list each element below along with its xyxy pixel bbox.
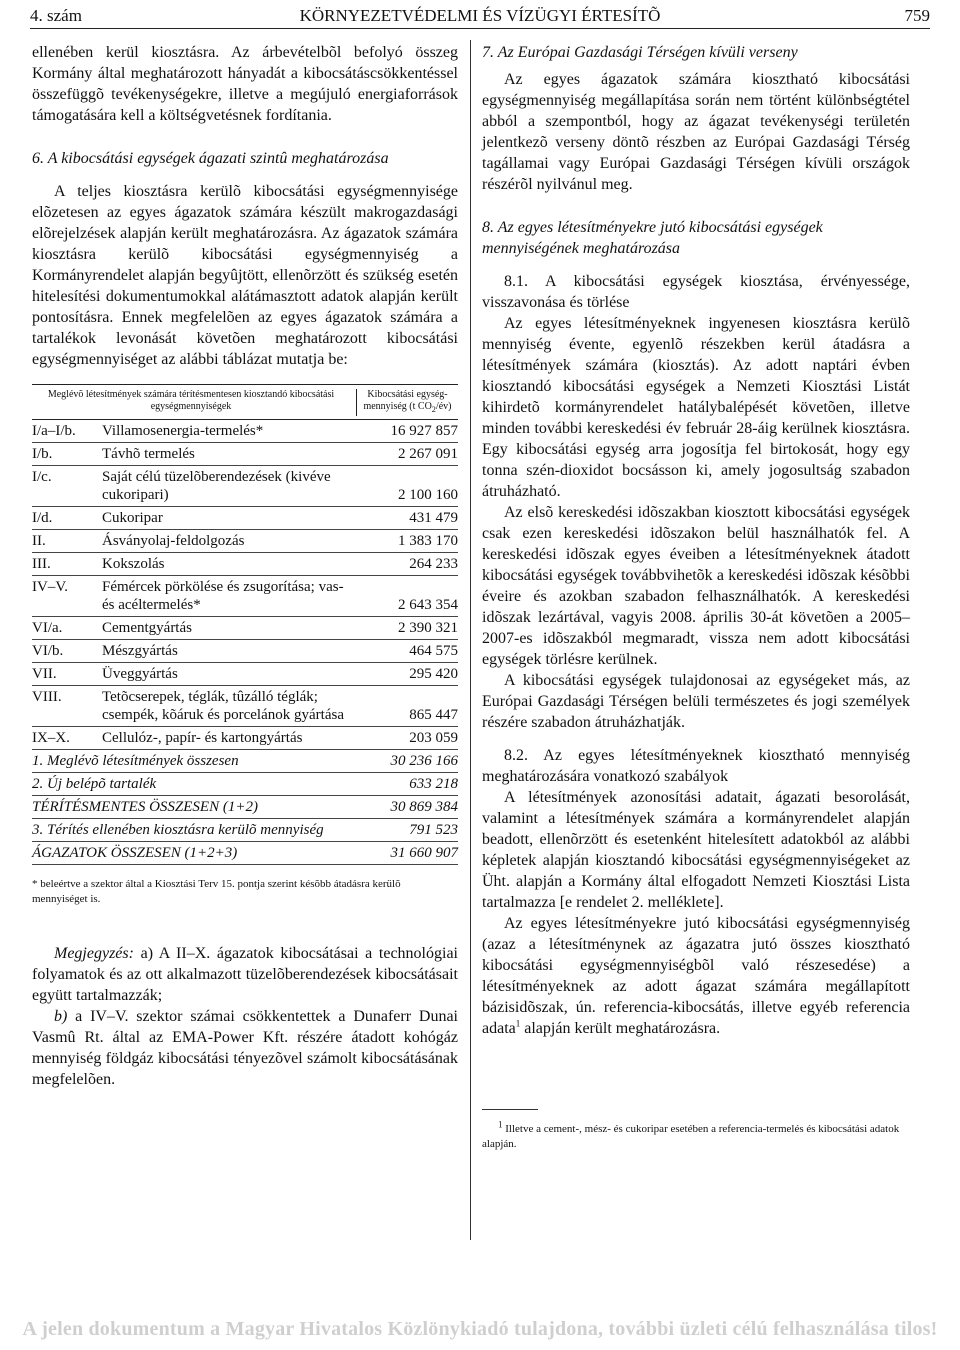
row-name: Távhõ termelés [102, 446, 195, 462]
table-row [32, 617, 458, 640]
footnote-rule [482, 1109, 538, 1110]
summary-row [32, 773, 458, 796]
row-value: 295 420 [409, 666, 458, 682]
summary-value: 791 523 [409, 822, 458, 838]
remark-a: Megjegyzés: a) A II–X. ágazatok kibocsátásai a technológiai folyamatok és az ott alkalmazott tüzelõberendezések kibocsátásait együtt tartalmazzák; [32, 945, 458, 1004]
row-name: Ásványolaj-feldolgozás [102, 533, 245, 549]
summary-value: 31 660 907 [390, 845, 458, 861]
row-value: 2 643 354 [398, 597, 458, 613]
column-divider [470, 40, 471, 1240]
row-code: VI/a. [32, 620, 63, 636]
table-header-col2: Kibocsátási egység-mennyiség (t $CO_2/év$) [356, 389, 458, 416]
summary-value: 30 236 166 [390, 753, 458, 769]
row-code: VI/b. [32, 643, 64, 659]
row-value: 264 233 [409, 556, 458, 572]
issue-number: 4. szám [30, 6, 82, 25]
table-row [32, 553, 458, 576]
summary-value: 30 869 384 [390, 799, 458, 815]
row-value: 464 575 [409, 643, 458, 659]
row-value: 431 479 [409, 510, 458, 526]
page-number: 759 [904, 6, 930, 25]
table-footnote: * beleértve a szektor által a Kiosztási Terv 15. pontja szerint késõbb átadásra kerülõ mennyiséget is. [32, 878, 401, 905]
row-name: Saját célú tüzelõberendezések (kivéve cukoripari) [102, 469, 331, 503]
table-row [32, 686, 458, 727]
table-summary [32, 750, 458, 865]
summary-row [32, 750, 458, 773]
section-7-paragraph: Az egyes ágazatok számára kiosztható kibocsátási egységmennyiség megállapítása során nem történt különbségtétel abból a szempontból, hogy az ágazat tevékenységi területén jelentkezõ verseny döntõ részben az Európai Gazdasági Térség tagállamai vagy Európai Gazdasági Térségen kívüli országok részérõl nyilvánul meg. [482, 71, 910, 193]
row-value: 2 390 321 [398, 620, 458, 636]
row-name: Kokszolás [102, 556, 165, 572]
row-code: II. [32, 533, 46, 549]
row-value: 2 100 160 [398, 487, 458, 503]
row-code: VIII. [32, 689, 62, 705]
section-8-2-paragraph-b: Az egyes létesítményekre jutó kibocsátási egységmennyiség (azaz a létesítménynek az ágazatra jutó összes kiosztható kibocsátási egységmennyiségbõl való részesedése) a létesítményeknek az adott ágazat számára megállapított bázisidõszak, ún. referencia-kibocsátás, illetve egyéb referencia adata$^1$ alapján került meghatározásra. [482, 915, 910, 1037]
summary-row [32, 796, 458, 819]
row-code: IX–X. [32, 730, 70, 746]
allocation-table [32, 384, 458, 865]
table-row [32, 663, 458, 686]
row-code: I/b. [32, 446, 53, 462]
table-row [32, 443, 458, 466]
intro-paragraph: ellenében kerül kiosztásra. Az árbevételbõl befolyó összeg Kormány által meghatározott hányadát a kibocsátáscsökkentéssel összefüggõ tevékenységekre, illetve a megújuló energiaforrások támogatására kell a költségvetésnek fordítania. [32, 44, 458, 124]
row-name: Fémércek pörkölése és zsugorítása; vas- és acéltermelés* [102, 579, 344, 613]
section-8-2-paragraph-a: A létesítmények azonosítási adatait, ágazati besorolását, valamint a létesítmények számára a kormányrendelet alapján beadott, ellenõrzött és esetenként hitelesített adatokból az alábbi képletek alapján kiosztandó kibocsátási egységmennyiségeket az Üht. alapján a Kormány által elfogadott Nemzeti Kiosztási Lista tartalmazza [e rendelet 2. melléklete]. [482, 789, 910, 911]
table-row [32, 640, 458, 663]
row-code: IV–V. [32, 579, 68, 595]
section-6-heading: 6. A kibocsátási egységek ágazati szintû meghatározása [32, 150, 389, 167]
section-8-1-heading: 8.1. A kibocsátási egységek kiosztása, érvényessége, visszavonása és törlése [482, 273, 910, 311]
section-8-heading: 8. Az egyes létesítményekre jutó kibocsátási egységek mennyiségének meghatározása [482, 219, 823, 257]
row-name: Üveggyártás [102, 666, 178, 682]
left-column [32, 42, 458, 1090]
row-value: 2 267 091 [398, 446, 458, 462]
right-column [482, 42, 910, 1152]
row-code: I/c. [32, 469, 52, 485]
table-header [32, 385, 458, 420]
row-value: 16 927 857 [390, 423, 458, 439]
table-row [32, 727, 458, 750]
row-code: VII. [32, 666, 57, 682]
table-row [32, 576, 458, 617]
summary-label: 2. Új belépõ tartalék [32, 776, 157, 792]
summary-label: ÁGAZATOK ÖSSZESEN (1+2+3) [32, 845, 238, 861]
table-row [32, 507, 458, 530]
summary-row [32, 842, 458, 865]
row-name: Mészgyártás [102, 643, 178, 659]
copyright-notice: A jelen dokumentum a Magyar Hivatalos Közlönykiadó tulajdona, további üzleti célú felhasználása tilos! [22, 1318, 938, 1340]
row-value: 865 447 [409, 707, 458, 723]
row-name: Villamosenergia-termelés* [102, 423, 264, 439]
row-value: 203 059 [409, 730, 458, 746]
table-row [32, 466, 458, 507]
table-row [32, 420, 458, 443]
section-8-1-paragraph-b: Az elsõ kereskedési idõszakban kiosztott kibocsátási egységek csak ezen kereskedési idõszakon belül használhatók fel. A kereskedési idõszak egyes éveiben a létesítményeknek átadott kibocsátási egységek továbbvihetõk a kereskedési idõszak késõbbi éveire és azokban szabadon felhasználhatók. A kereskedési idõszak lezártával, vagyis 2008. április 30-át követõen a 2005–2007-es idõszakból megmaradt, vissza nem adott kibocsátási egységek törlésre kerülnek. [482, 504, 910, 668]
section-8-1-paragraph-a: Az egyes létesítményeknek ingyenesen kiosztásra kerülõ mennyiség évente, egyenlõ részekben kerül átadásra a létesítmények számára (kiosztás). Az adott naptári évben kiosztandó kibocsátási egységek a Nemzeti Kiosztási Listát kihirdetõ kormányrendelet hatálybalépését követõen, illetve minden további kereskedési év február 28-áig kerülnek kiosztásra. Egy kibocsátási egység arra jogosítja fel birtokosát, hogy egy tonna szén-dioxidot bocsásson ki, amely jogosultság szabadon átruházható. [482, 315, 910, 500]
table-header-col1: Meglévõ létesítmények számára térítésmentesen kiosztandó kibocsátási egységmennyiségek [47, 389, 335, 412]
row-name: Cellulóz-, papír- és kartongyártás [102, 730, 303, 746]
section-8-2-heading: 8.2. Az egyes létesítményeknek kiosztható mennyiség meghatározására vonatkozó szabályok [482, 747, 910, 785]
summary-label: 3. Térítés ellenében kiosztásra kerülõ mennyiség [32, 822, 324, 838]
table-row [32, 530, 458, 553]
footnote: $^1$ Illetve a cement-, mész- és cukoripar esetében a referencia-termelés és kibocsátási adatok alapján. [482, 1119, 900, 1150]
footnote-ref: 1 [515, 1018, 521, 1029]
summary-row [32, 819, 458, 842]
journal-title: KÖRNYEZETVÉDELMI ÉS VÍZÜGYI ÉRTESÍTÕ [299, 6, 661, 25]
row-code: I/a–I/b. [32, 423, 76, 439]
summary-label: 1. Meglévõ létesítmények összesen [32, 753, 239, 769]
row-name: Cementgyártás [102, 620, 192, 636]
summary-label: TÉRÍTÉSMENTES ÖSSZESEN (1+2) [32, 799, 258, 815]
section-6-paragraph: A teljes kiosztásra kerülõ kibocsátási egységmennyisége elõzetesen az egyes ágazatok számára készült makrogazdasági elõrejelzések alapján került meghatározásra. Az ágazatok számára kiosztásra kerülõ kibocsátási egységmennyiség a Kormányrendelet alapján begyûjtött, ellenõrzött és szükség esetén hitelesítési dokumentumokkal alátámasztott adatok alapján került pontosításra. Ennek megfelelõen az egyes ágazatok számára a tartalékok levonását követõen meghatározott kibocsátási egységmennyiséget az alábbi táblázat mutatja be: [32, 183, 458, 368]
page-header [30, 6, 930, 29]
row-code: III. [32, 556, 51, 572]
row-name: Cukoripar [102, 510, 163, 526]
section-7-heading: 7. Az Európai Gazdasági Térségen kívüli verseny [482, 44, 798, 61]
summary-value: 633 218 [409, 776, 458, 792]
row-value: 1 383 170 [398, 533, 458, 549]
row-code: I/d. [32, 510, 53, 526]
table-body [32, 420, 458, 750]
row-name: Tetõcserepek, téglák, tûzálló téglák; csempék, kõáruk és porcelánok gyártása [102, 689, 344, 723]
section-8-1-paragraph-c: A kibocsátási egységek tulajdonosai az egységeket más, az Európai Gazdasági Térségen belüli természetes és jogi személyek részére szabadon átruházhatják. [482, 672, 910, 731]
remark-b: b) a IV–V. szektor számai csökkentettek a Dunaferr Dunai Vasmû Rt. által az EMA-Power Kft. részére átadott kohógáz mennyiség földgáz kibocsátási tényezõvel számolt kibocsátásának megfelelõen. [32, 1008, 458, 1088]
